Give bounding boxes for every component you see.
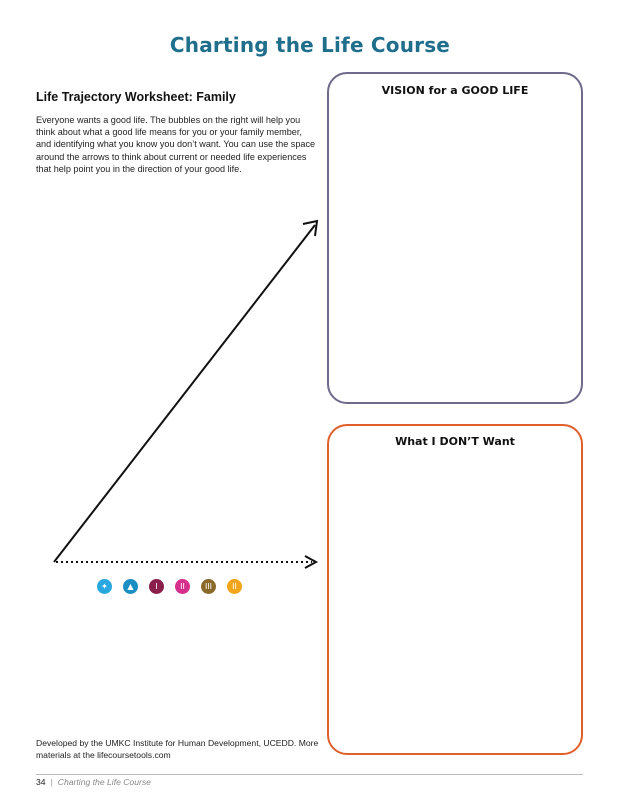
baby-crawling-icon: ✦ (97, 579, 112, 594)
page-title: Charting the Life Course (169, 33, 451, 57)
family-group-icon: ΙΙΙ (201, 579, 216, 594)
school-children-icon: ▲ (123, 579, 138, 594)
worksheet-heading: Life Trajectory Worksheet: Family (36, 90, 236, 104)
elder-couple-icon: ΙΙ (227, 579, 242, 594)
footer-credit: Developed by the UMKC Institute for Human Development, UCEDD. More materials at the lifecoursetools.com (36, 738, 319, 760)
vision-arrow-line (54, 225, 315, 562)
life-stage-icons (97, 579, 242, 595)
page-number: 34 (36, 777, 46, 787)
vision-box-title: VISION for a GOOD LIFE (381, 84, 529, 97)
dont-want-box-title: What I DON’T Want (395, 435, 515, 448)
running-title: Charting the Life Course (57, 777, 151, 787)
footer-separator: | (50, 777, 53, 787)
worksheet-intro: Everyone wants a good life. The bubbles on the right will help you think about what a good life means for you or your family member, and identifying what you know you don’t want. You can use the space around the arrows to think about current or needed life experiences that help point you in the direction of your good life. (36, 115, 316, 174)
vision-arrowhead (303, 221, 317, 236)
adult-couple-icon: ΙΙ (175, 579, 190, 594)
page-footer (36, 777, 151, 787)
young-adult-walking-icon: Ι (149, 579, 164, 594)
footer-divider (36, 774, 583, 775)
dont-want-box[interactable] (327, 424, 583, 755)
vision-good-life-box[interactable] (327, 72, 583, 404)
